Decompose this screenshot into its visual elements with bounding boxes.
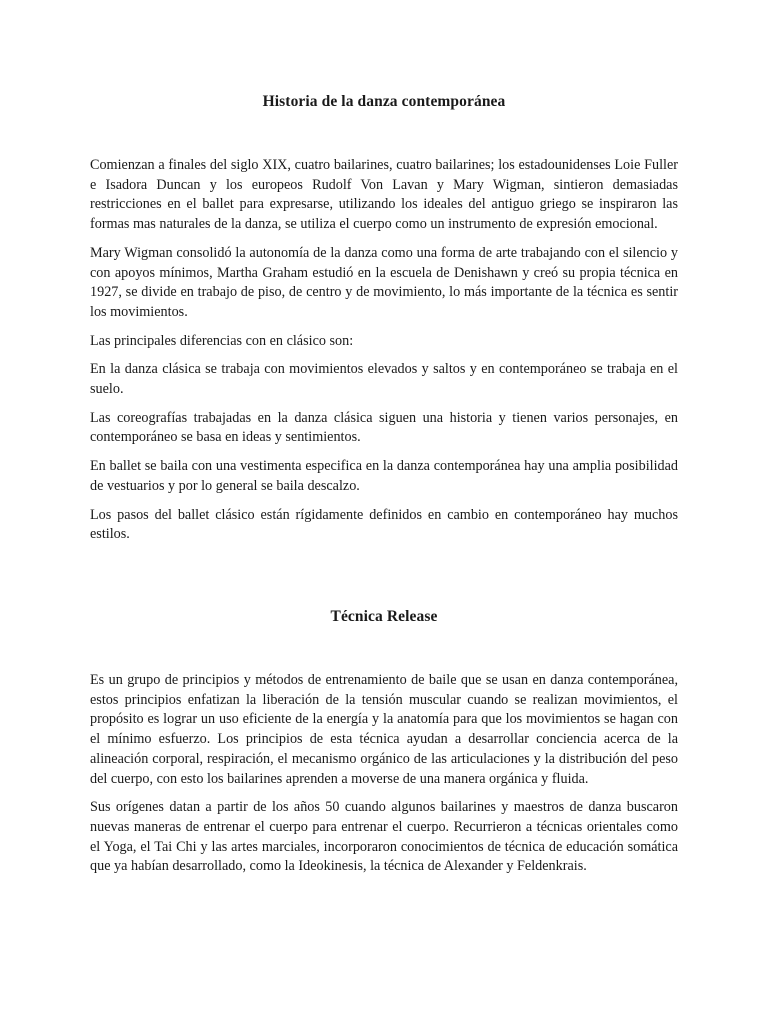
section-historia-body: [90, 156, 678, 554]
paragraph: En la danza clásica se trabaja con movimientos elevados y saltos y en contemporáneo se trabaja en el suelo.: [90, 361, 678, 398]
paragraph: Los pasos del ballet clásico están rígidamente definidos en cambio en contemporáneo hay muchos estilos.: [90, 506, 678, 543]
paragraph: En ballet se baila con una vestimenta especifica en la danza contemporánea hay una amplia posibilidad de vestuarios y por lo general se baila descalzo.: [90, 458, 678, 494]
section-title-historia: Historia de la danza contemporánea: [262, 93, 506, 110]
paragraph: Es un grupo de principios y métodos de entrenamiento de baile que se usan en danza contemporánea, estos principios enfatizan la liberación de la tensión muscular cuando se realizan movimientos, el propósito es lograr un uso eficiente de la energía y la anatomía para que los movimientos se hagan con el mínimo esfuerzo. Los principios de esta técnica ayudan a desarrollar conciencia acerca de la alineación corporal, respiración, el mecanismo orgánico de las articulaciones y la distribución del peso del cuerpo, con esto los bailarines aprenden a moverse de una manera orgánica y fluida.: [90, 672, 678, 787]
section-tecnica-release-body: [90, 671, 678, 886]
paragraph: Comienzan a finales del siglo XIX, cuatro bailarines, cuatro bailarines; los estadounidenses Loie Fuller e Isadora Duncan y los europeos Rudolf Von Lavan y Mary Wigman, sintieron demasiadas restricciones en el ballet para expresarse, utilizando los ideales del antiguo griego se inspiraron las formas mas naturales de la danza, se utiliza el cuerpo como un instrumento de expresión emocional.: [90, 157, 678, 233]
paragraph: Sus orígenes datan a partir de los años 50 cuando algunos bailarines y maestros de danza buscaron nuevas maneras de entrenar el cuerpo para entrenar el cuerpo. Recurrieron a técnicas orientales como el Yoga, el Tai Chi y las artes marciales, incorporaron conocimientos de técnica de educación somática que ya habían desarrollado, como la Ideokinesis, la técnica de Alexander y Feldenkrais.: [90, 799, 678, 875]
paragraph: Las coreografías trabajadas en la danza clásica siguen una historia y tienen varios personajes, en contemporáneo se basa en ideas y sentimientos.: [90, 409, 678, 446]
section-title-tecnica-release: Técnica Release: [330, 608, 438, 625]
paragraph: Mary Wigman consolidó la autonomía de la danza como una forma de arte trabajando con el silencio y con apoyos mínimos, Martha Graham estudió en la escuela de Denishawn y creó su propia técnica en 1927, se divide en trabajo de piso, de centro y de movimiento, lo más importante de la técnica es sentir los movimientos.: [90, 244, 678, 320]
paragraph: Las principales diferencias con en clásico son:: [90, 332, 354, 349]
